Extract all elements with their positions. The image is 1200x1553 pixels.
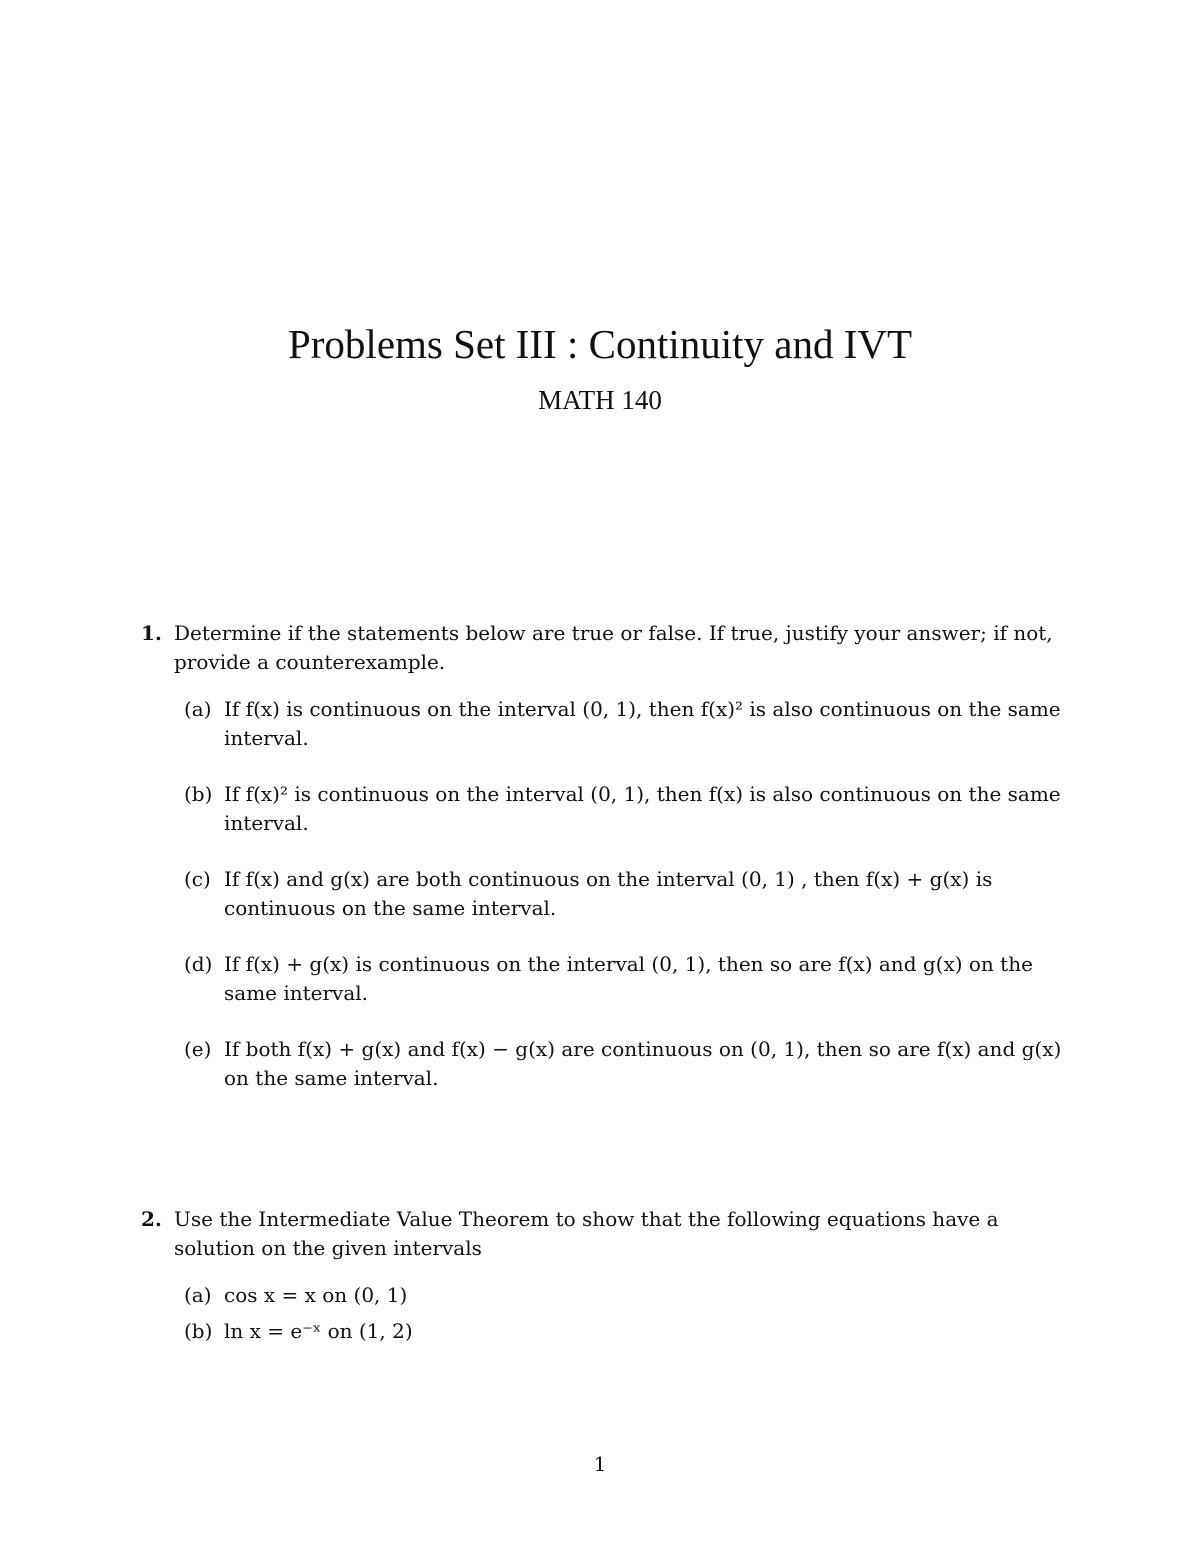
part-text: If f(x) + g(x) is continuous on the interval (0, 1), then so are f(x) and g(x) on the same interval. [224, 952, 1033, 1005]
part-text: If f(x) is continuous on the interval (0, 1), then f(x)² is also continuous on the same interval. [224, 697, 1061, 750]
part-text: ln x = e⁻ˣ on (1, 2) [224, 1319, 413, 1343]
page-number: 1 [593, 1452, 607, 1476]
problem-parts [184, 695, 1066, 1093]
part-label: (c) [184, 867, 211, 891]
problem-parts [184, 1281, 1066, 1346]
problem-part [184, 1281, 1066, 1310]
problem-number: 2. [141, 1207, 162, 1231]
part-label: (d) [184, 952, 213, 976]
part-label: (e) [184, 1037, 212, 1061]
part-label: (a) [184, 697, 212, 721]
part-text: cos x = x on (0, 1) [224, 1283, 408, 1307]
part-text: If both f(x) + g(x) and f(x) − g(x) are continuous on (0, 1), then so are f(x) and g(x) on the same interval. [224, 1037, 1062, 1090]
part-text: If f(x) and g(x) are both continuous on the interval (0, 1) , then f(x) + g(x) is continuous on the same interval. [224, 867, 993, 920]
problem-part [184, 1035, 1066, 1093]
part-label: (b) [184, 782, 213, 806]
part-label: (b) [184, 1319, 213, 1343]
course-subtitle: MATH 140 [538, 385, 662, 415]
problem-number: 1. [141, 621, 162, 645]
problem-1 [141, 619, 1066, 1120]
part-text: If f(x)² is continuous on the interval (0, 1), then f(x) is also continuous on the same interval. [224, 782, 1061, 835]
page-title: Problems Set III : Continuity and IVT [287, 321, 913, 367]
part-label: (a) [184, 1283, 212, 1307]
problem-part [184, 695, 1066, 753]
problem-text: Determine if the statements below are true or false. If true, justify your answer; if not, provide a counterexample. [174, 621, 1053, 674]
problem-part [184, 780, 1066, 838]
problem-part [184, 1317, 1066, 1346]
problem-2 [141, 1205, 1066, 1353]
problem-text: Use the Intermediate Value Theorem to show that the following equations have a solution on the given intervals [174, 1207, 999, 1260]
problem-part [184, 950, 1066, 1008]
problem-part [184, 865, 1066, 923]
